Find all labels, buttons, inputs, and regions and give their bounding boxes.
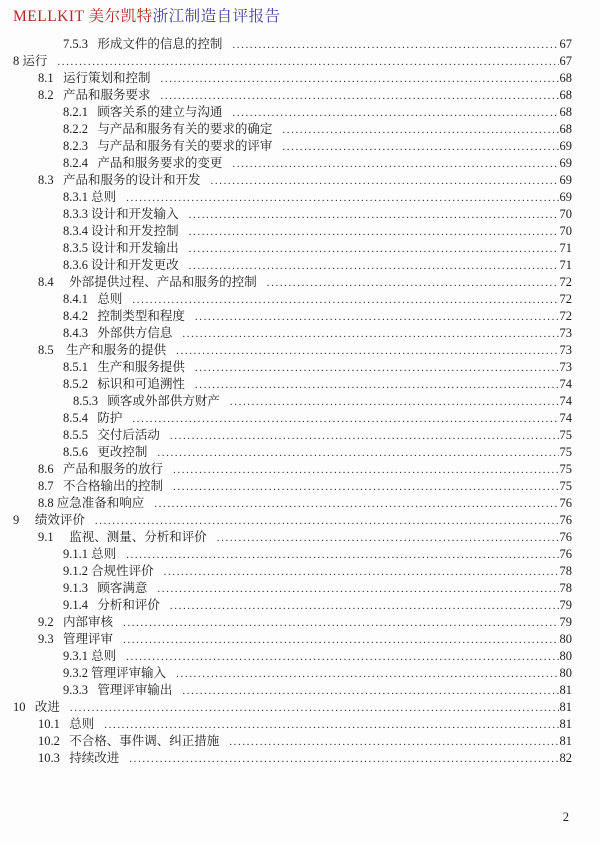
toc-page-number: 75 [559, 462, 572, 476]
toc-page-number: 80 [559, 649, 572, 663]
dot-leader [189, 241, 559, 257]
toc-entry [0, 274, 572, 291]
toc-entry-title: 10 改进 [13, 700, 60, 714]
dot-leader [161, 71, 559, 87]
toc-entry-title: 8.5.1 生产和服务提供 [63, 360, 185, 374]
toc-entry [0, 359, 572, 376]
toc-entry-title: 8.2 产品和服务要求 [38, 88, 151, 102]
toc-page-number: 70 [559, 224, 572, 238]
toc-entry-title: 8.4.3 外部供方信息 [63, 326, 173, 340]
toc-entry [0, 87, 572, 104]
dot-leader [157, 581, 558, 597]
toc-entry-title: 9.2 内部审核 [38, 615, 114, 629]
dot-leader [126, 190, 558, 206]
toc-entry [0, 563, 572, 580]
toc-entry-title: 8.5.2 标识和可追溯性 [63, 377, 185, 391]
toc-entry-title: 9.1.1 总则 [63, 547, 117, 561]
toc-entry [0, 393, 572, 410]
toc-entry-title: 10.3 持续改进 [38, 751, 120, 765]
toc-page-number: 80 [559, 632, 572, 646]
toc-page-number: 76 [559, 513, 572, 527]
toc-page-number: 76 [559, 530, 572, 544]
toc-entry-title: 8.8 应急准备和响应 [38, 496, 145, 510]
dot-leader [126, 649, 558, 665]
toc-entry-title: 8.4.1 总则 [63, 292, 123, 306]
toc-entry-title: 9.3.3 管理评审输出 [63, 683, 173, 697]
toc-entry [0, 138, 572, 155]
toc-entry-title: 9.1 监视、测量、分析和评价 [38, 530, 207, 544]
dot-leader [176, 666, 558, 682]
toc-page-number: 81 [559, 683, 572, 697]
toc-page-number: 67 [559, 37, 572, 51]
toc-entry [0, 427, 572, 444]
toc-entry-title: 9.3 管理评审 [38, 632, 114, 646]
toc-entry [0, 546, 572, 563]
dot-leader [132, 411, 558, 427]
toc-page-number: 73 [559, 343, 572, 357]
dot-leader [129, 751, 558, 767]
toc-page-number: 75 [559, 428, 572, 442]
toc-entry-title: 8.3.1 总则 [63, 190, 117, 204]
dot-leader [217, 530, 559, 546]
toc-page-number: 68 [559, 88, 572, 102]
header-subtitle: 浙江制造自评报告 [152, 8, 281, 25]
toc-entry [0, 291, 572, 308]
dot-leader [182, 683, 558, 699]
dot-leader [195, 377, 559, 393]
dot-leader [126, 547, 558, 563]
toc-entry-title: 9.1.4 分析和评价 [63, 598, 160, 612]
toc-entry [0, 53, 572, 70]
report-header [0, 7, 600, 27]
toc-entry [0, 461, 572, 478]
toc-page-number: 73 [559, 326, 572, 340]
dot-leader [157, 445, 558, 461]
dot-leader [195, 360, 559, 376]
dot-leader [70, 700, 559, 716]
toc-entry [0, 495, 572, 512]
toc-entry-title: 8.4.2 控制类型和程度 [63, 309, 185, 323]
toc-page-number: 72 [559, 309, 572, 323]
toc-entry-title: 9 绩效评价 [13, 513, 85, 527]
toc-entry [0, 512, 572, 529]
toc-page-number: 75 [559, 445, 572, 459]
toc-entry-title: 8.4 外部提供过程、产品和服务的控制 [38, 275, 257, 289]
toc-entry [0, 70, 572, 87]
dot-leader [232, 105, 558, 121]
toc-entry [0, 325, 572, 342]
toc-entry [0, 308, 572, 325]
dot-leader [123, 615, 558, 631]
toc-entry [0, 597, 572, 614]
dot-leader [232, 156, 558, 172]
toc-entry-title: 8.5.5 交付后活动 [63, 428, 160, 442]
dot-leader [282, 122, 558, 138]
toc-entry [0, 104, 572, 121]
toc-page-number: 81 [559, 717, 572, 731]
toc-entry-title: 8.2.3 与产品和服务有关的要求的评审 [63, 139, 273, 153]
toc-entry [0, 444, 572, 461]
toc-page-number: 68 [559, 105, 572, 119]
toc-page-number: 74 [559, 377, 572, 391]
toc-entry [0, 733, 572, 750]
dot-leader [57, 54, 558, 70]
toc-page-number: 81 [559, 700, 572, 714]
dot-leader [232, 37, 558, 53]
dot-leader [282, 139, 558, 155]
toc-page-number: 69 [559, 139, 572, 153]
dot-leader [176, 343, 558, 359]
toc-page-number: 72 [559, 275, 572, 289]
toc-entry [0, 172, 572, 189]
toc-entry-title: 8.3.4 设计和开发控制 [63, 224, 179, 238]
toc-entry [0, 410, 572, 427]
dot-leader [195, 309, 559, 325]
toc-entry-title: 10.2 不合格、事件调、纠正措施 [38, 734, 220, 748]
toc-entry-title: 8.2.1 顾客关系的建立与沟通 [63, 105, 223, 119]
toc-entry-title: 8.5.4 防护 [63, 411, 123, 425]
toc-page-number: 71 [559, 241, 572, 255]
toc-page-number: 68 [559, 122, 572, 136]
dot-leader [189, 258, 559, 274]
dot-leader [170, 598, 559, 614]
toc-entry [0, 682, 572, 699]
toc-entry-title: 8.3 产品和服务的设计和开发 [38, 173, 201, 187]
toc-page-number: 68 [559, 71, 572, 85]
toc-page-number: 79 [559, 615, 572, 629]
toc-entry-title: 7.5.3 形成文件的信息的控制 [63, 37, 223, 51]
dot-leader [211, 173, 559, 189]
toc-entry [0, 189, 572, 206]
dot-leader [123, 632, 558, 648]
toc-page-number: 74 [559, 411, 572, 425]
footer-page-number: 2 [562, 810, 569, 824]
toc-entry-title: 8.1 运行策划和控制 [38, 71, 151, 85]
toc-entry-title: 8.2.4 产品和服务要求的变更 [63, 156, 223, 170]
header-brand: MELLKIT 美尔凯特 [13, 8, 153, 25]
toc-entry-title: 8.6 产品和服务的放行 [38, 462, 164, 476]
toc-entry-title: 10.1 总则 [38, 717, 95, 731]
dot-leader [229, 734, 558, 750]
toc-entry [0, 376, 572, 393]
toc-entry [0, 699, 572, 716]
toc-entry-title: 9.3.2 管理评审输入 [63, 666, 167, 680]
dot-leader [164, 564, 559, 580]
toc-entry-title: 8.7 不合格输出的控制 [38, 479, 164, 493]
toc-entry [0, 155, 572, 172]
toc-page-number: 76 [559, 547, 572, 561]
toc-page-number: 72 [559, 292, 572, 306]
toc-entry [0, 716, 572, 733]
toc-page-number: 81 [559, 734, 572, 748]
dot-leader [189, 207, 559, 223]
toc-entry [0, 223, 572, 240]
toc-page-number: 82 [559, 751, 572, 765]
toc-page-number: 69 [559, 173, 572, 187]
toc-page-number: 73 [559, 360, 572, 374]
toc-entry-title: 8.3.5 设计和开发输出 [63, 241, 179, 255]
dot-leader [182, 326, 558, 342]
dot-leader [173, 479, 558, 495]
toc-entry-title: 8.5.6 更改控制 [63, 445, 148, 459]
toc-page-number: 75 [559, 479, 572, 493]
toc-entry [0, 206, 572, 223]
toc-page-number: 76 [559, 496, 572, 510]
toc-entry [0, 580, 572, 597]
toc-entry [0, 36, 572, 53]
dot-leader [189, 224, 559, 240]
toc-entry [0, 342, 572, 359]
dot-leader [161, 88, 559, 104]
toc-entry [0, 529, 572, 546]
dot-leader [267, 275, 559, 291]
toc-page-number: 69 [559, 156, 572, 170]
toc-page-number: 79 [559, 598, 572, 612]
toc-page-number: 80 [559, 666, 572, 680]
toc-entry [0, 750, 572, 767]
toc-entry-title: 9.1.3 顾客满意 [63, 581, 148, 595]
toc-entry [0, 648, 572, 665]
toc-list [0, 36, 600, 767]
toc-entry [0, 240, 572, 257]
toc-page-number: 70 [559, 207, 572, 221]
toc-entry-title: 8.5 生产和服务的提供 [38, 343, 167, 357]
dot-leader [154, 496, 558, 512]
toc-entry-title: 8.2.2 与产品和服务有关的要求的确定 [63, 122, 273, 136]
toc-entry [0, 121, 572, 138]
toc-page-number: 71 [559, 258, 572, 272]
toc-page-number: 69 [559, 190, 572, 204]
dot-leader [230, 394, 559, 410]
dot-leader [104, 717, 558, 733]
dot-leader [170, 428, 559, 444]
toc-entry-title: 8.3.3 设计和开发输入 [63, 207, 179, 221]
toc-page-number: 78 [559, 564, 572, 578]
toc-entry [0, 631, 572, 648]
dot-leader [173, 462, 558, 478]
dot-leader [95, 513, 559, 529]
toc-entry-title: 8.5.3 顾客或外部供方财产 [73, 394, 220, 408]
toc-entry-title: 9.1.2 合规性评价 [63, 564, 154, 578]
toc-entry [0, 257, 572, 274]
toc-entry-title: 8.3.6 设计和开发更改 [63, 258, 179, 272]
toc-page-number: 74 [559, 394, 572, 408]
toc-entry [0, 478, 572, 495]
toc-page-number: 67 [559, 54, 572, 68]
toc-entry-title: 9.3.1 总则 [63, 649, 117, 663]
toc-page-number: 78 [559, 581, 572, 595]
toc-entry [0, 614, 572, 631]
toc-entry-title: 8 运行 [13, 54, 48, 68]
dot-leader [132, 292, 558, 308]
toc-entry [0, 665, 572, 682]
